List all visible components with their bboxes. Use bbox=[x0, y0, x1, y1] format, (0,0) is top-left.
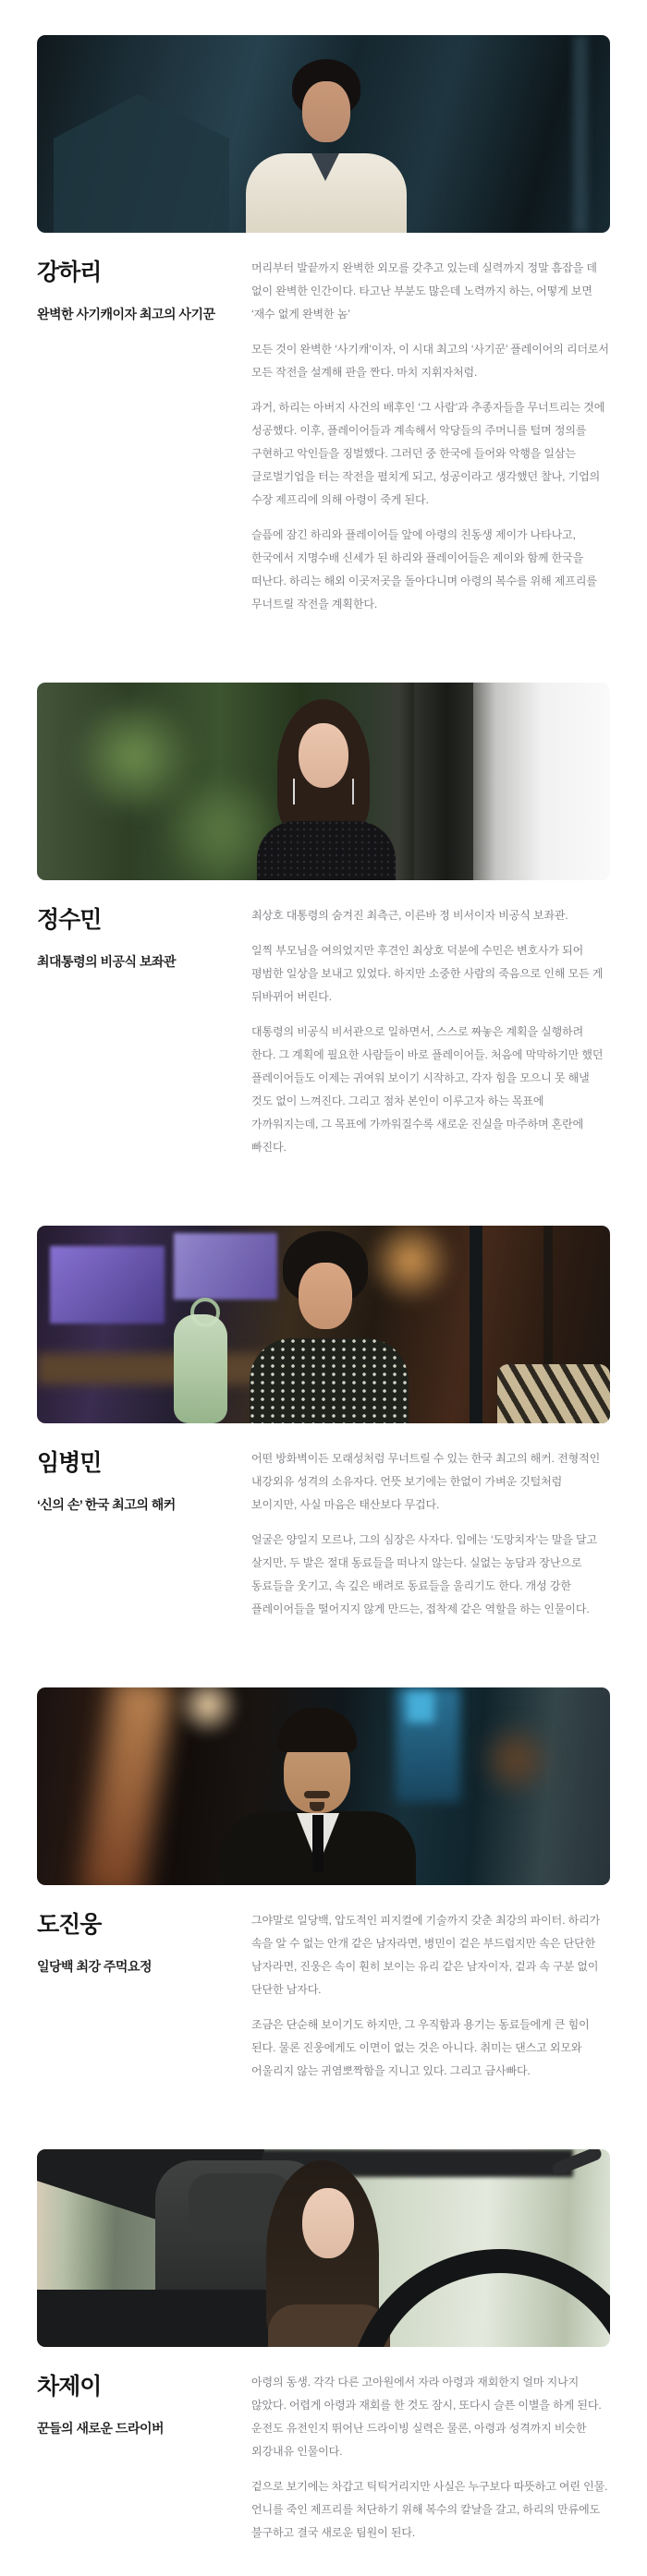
description-paragraph: 모든 것이 완벽한 ‘사기캐’이자, 이 시대 최고의 ‘사기꾼’ 플레이어의 리더로서 모든 작전을 설계해 판을 짠다. 마치 지휘자처럼. bbox=[251, 343, 609, 379]
character-name: 차제이 bbox=[37, 2374, 102, 2400]
character-photo bbox=[37, 2149, 610, 2347]
description-paragraph: 최상호 대통령의 숨겨진 최측근, 이른바 정 비서이자 비공식 보좌관. bbox=[251, 909, 568, 922]
figure-earring bbox=[352, 779, 354, 804]
description-paragraph: 어떤 방화벽이든 모래성처럼 무너트릴 수 있는 한국 최고의 해커. 전형적인 내강외유 성격의 소유자다. 언뜻 보기에는 한없이 가벼운 깃털처럼 보이지만, 사실 마음은 태산보다 무겁다. bbox=[251, 1452, 601, 1511]
description-paragraph: 과거, 하리는 아버지 사건의 배후인 ‘그 사람’과 추종자들을 무너트리는 것에 성공했다. 이후, 플레이어들과 계속해서 악당들의 주머니를 털며 정의를 구현하고 악인들을 징벌했다. 그러던 중 한국에 들어와 악행을 일삼는 글로벌기업을 터는 작전을 펼치게 되고, 성공이라고 생각했던 찰나, 기업의 수장 제프리에 의해 아령이 죽게 된다. bbox=[251, 401, 605, 506]
character-info bbox=[0, 1447, 647, 1621]
description-paragraph: 슬픔에 잠긴 하리와 플레이어들 앞에 아령의 친동생 제이가 나타나고, 한국에서 지명수배 신세가 된 하리와 플레이어들은 제이와 함께 한국을 떠난다. 하리는 해외 이곳저곳을 돌아다니며 아령의 복수를 위해 제프리를 무너트릴 작전을 계획한다. bbox=[251, 528, 597, 611]
monitor-screen bbox=[174, 1233, 277, 1300]
character-tagline: ‘신의 손’ 한국 최고의 해커 bbox=[37, 1497, 176, 1512]
character-tagline: 꾼들의 새로운 드라이버 bbox=[37, 2421, 165, 2436]
description-paragraph: 조금은 단순해 보이기도 하지만, 그 우직함과 용기는 동료들에게 큰 힘이 된다. 물론 진웅에게도 이면이 없는 것은 아니다. 취미는 댄스고 외모와 어울리지 않는 귀염뽀짝함을 지니고 있다. 그리고 금사빠다. bbox=[251, 2018, 590, 2077]
description-paragraph: 대통령의 비공식 비서관으로 일하면서, 스스로 짜놓은 계획을 실행하려 한다. 그 계획에 필요한 사람들이 바로 플레이어들. 처음에 막막하기만 했던 플레이어들도 이제는 귀여워 보이기 시작하고, 각자 힘을 모으니 못 해낼 것도 없이 느껴진다. 그리고 점차 본인이 이루고자 하는 목표에 가까워지는데, 그 목표에 가까워질수록 새로운 진실을 마주하며 혼란에 빠진다. bbox=[251, 1025, 604, 1154]
window-frame bbox=[470, 1226, 482, 1423]
figure-face bbox=[302, 2188, 354, 2258]
character-section-jung-su-min bbox=[0, 683, 647, 1159]
character-description bbox=[251, 1447, 610, 1621]
figure-face bbox=[302, 81, 350, 142]
character-tagline: 최대통령의 비공식 보좌관 bbox=[37, 954, 177, 969]
description-paragraph: 일찍 부모님을 여의었지만 후견인 최상호 덕분에 수민은 변호사가 되어 평범한 일상을 보내고 있었다. 하지만 소중한 사람의 죽음으로 인해 모든 게 뒤바뀌어 버린다. bbox=[251, 944, 604, 1003]
character-description bbox=[251, 2371, 610, 2545]
figure-patterned-shirt bbox=[250, 1338, 409, 1423]
character-info bbox=[0, 1909, 647, 2083]
character-info bbox=[0, 904, 647, 1159]
figure-mustache bbox=[304, 1791, 330, 1798]
character-heading bbox=[37, 1909, 218, 1976]
character-section-do-jin-woong bbox=[0, 1687, 647, 2083]
character-photo bbox=[37, 35, 610, 233]
character-heading bbox=[37, 1447, 218, 1514]
figure-face bbox=[299, 1263, 352, 1329]
character-photo bbox=[37, 683, 610, 880]
character-tagline: 일당백 최강 주먹요정 bbox=[37, 1959, 152, 1974]
figure-goatee bbox=[310, 1802, 324, 1811]
warm-bokeh bbox=[477, 1721, 555, 1798]
character-description bbox=[251, 1909, 610, 2083]
character-heading bbox=[37, 2371, 218, 2437]
character-heading bbox=[37, 257, 218, 323]
description-paragraph: 아령의 동생. 각각 다른 고아원에서 자라 아령과 재회한지 얼마 지나지 않았다. 어렵게 아령과 재회를 한 것도 잠시, 또다시 슬픈 이별을 하게 된다. 운전도 유전인지 뛰어난 드라이빙 실력은 물론, 아령과 성격까지 비슷한 외강내유 인물이다. bbox=[251, 2376, 602, 2458]
description-paragraph: 머리부터 발끝까지 완벽한 외모를 갖추고 있는데 실력까지 정말 흠잡을 데 없이 완벽한 인간이다. 타고난 부분도 많은데 노력까지 하는, 어떻게 보면 ‘재수 없게 완벽한 놈’ bbox=[251, 261, 597, 320]
street-light-bokeh bbox=[172, 170, 229, 227]
car-door-panel bbox=[37, 2290, 305, 2347]
patterned-cushion bbox=[497, 1364, 610, 1423]
character-name: 도진웅 bbox=[37, 1912, 102, 1938]
background-rail bbox=[573, 35, 588, 233]
steering-wheel bbox=[348, 2249, 610, 2347]
character-profiles-page bbox=[0, 35, 647, 2545]
description-paragraph: 겉으로 보기에는 차갑고 틱틱거리지만 사실은 누구보다 따뜻하고 여린 인물. 언니를 죽인 제프리를 처단하기 위해 복수의 칼날을 갈고, 하리의 만류에도 불구하고 결국 새로운 팀원이 된다. bbox=[251, 2480, 608, 2539]
character-name: 정수민 bbox=[37, 907, 102, 933]
figure-face bbox=[299, 723, 348, 788]
blue-neon-highlight bbox=[407, 1691, 434, 1723]
character-tagline: 완벽한 사기캐이자 최고의 사기꾼 bbox=[37, 307, 215, 321]
orange-light-streak bbox=[81, 1687, 175, 1885]
character-heading bbox=[37, 904, 218, 971]
figure-tie bbox=[312, 1815, 324, 1872]
character-photo bbox=[37, 1226, 610, 1423]
description-paragraph: 얼굴은 양일지 모르나, 그의 심장은 사자다. 입에는 ‘도망치자’는 말을 달고 살지만, 두 발은 절대 동료들을 떠나지 않는다. 실없는 농담과 장난으로 동료들을 웃기고, 속 깊은 배려로 동료들을 울리기도 한다. 개성 강한 플레이어들을 떨어지지 않게 만드는, 접착제 같은 역할을 하는 인물이다. bbox=[251, 1533, 597, 1615]
character-description bbox=[251, 904, 610, 1159]
monitor-screen bbox=[50, 1246, 165, 1324]
warm-light-bokeh bbox=[366, 1226, 455, 1305]
character-name: 강하리 bbox=[37, 260, 102, 285]
character-section-cha-jay bbox=[0, 2149, 647, 2545]
description-paragraph: 그야말로 일당백, 압도적인 피지컬에 기술까지 갖춘 최강의 파이터. 하리가 속을 알 수 없는 안개 같은 남자라면, 병민이 겉은 부드럽지만 속은 단단한 남자라면, 진웅은 속이 훤히 보이는 유리 같은 남자이자, 겉과 속 구분 없이 단단한 남자다. bbox=[251, 1914, 601, 1996]
dark-pillar bbox=[414, 683, 473, 880]
character-photo bbox=[37, 1687, 610, 1885]
lamp-bokeh bbox=[176, 1687, 240, 1737]
character-name: 임병민 bbox=[37, 1450, 102, 1476]
figure-earring bbox=[293, 779, 295, 804]
character-info bbox=[0, 2371, 647, 2545]
figure-hair bbox=[277, 1708, 357, 1752]
green-lantern bbox=[174, 1314, 227, 1423]
character-description bbox=[251, 257, 610, 616]
character-info bbox=[0, 257, 647, 616]
character-section-kang-ha-ri bbox=[0, 35, 647, 616]
figure-mesh-top bbox=[257, 821, 396, 880]
character-section-im-byung-min bbox=[0, 1226, 647, 1621]
